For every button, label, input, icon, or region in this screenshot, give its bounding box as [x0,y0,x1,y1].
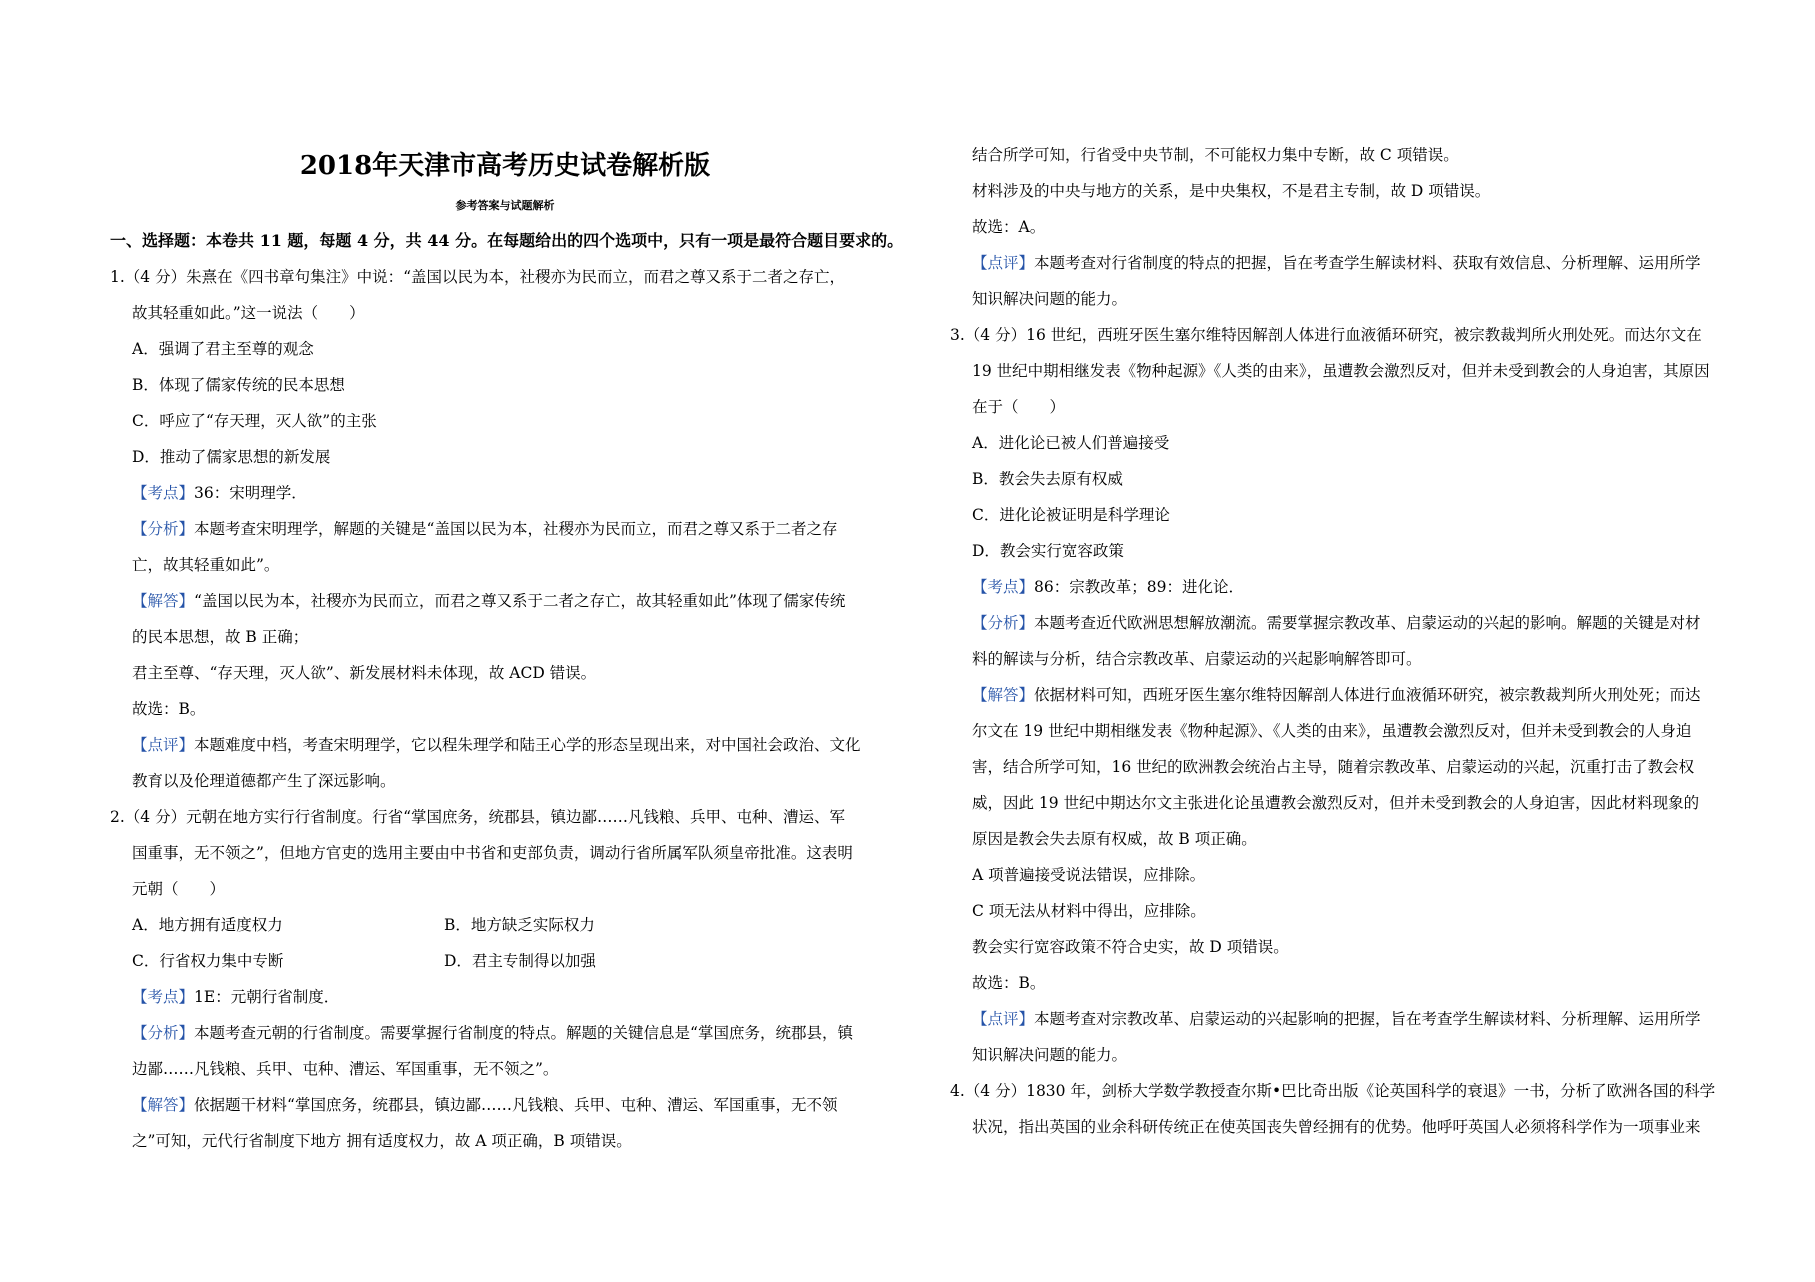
q4-stem-line-2: 状况，指出英国的业余科研传统正在使英国丧失曾经拥有的优势。他呼吁英国人必须将科学作为一项事业来 [972,1118,1701,1136]
q1-jieda-cont-2: 君主至尊、“存天理，灭人欲”、新发展材料未体现，故 ACD 错误。 [132,664,597,682]
q1-dianping-cont: 教育以及伦理道德都产生了深远影响。 [132,772,396,790]
q2-dianping-text-1: 本题考查对行省制度的特点的把握，旨在考查学生解读材料、获取有效信息、分析理解、运用所学 [1034,254,1701,272]
q3-kaodian [950,577,1244,597]
q1-option-c: C．呼应了“存天理，灭人欲”的主张 [132,412,377,430]
q2-kaodian [110,987,339,1007]
q2-kaodian-text: 1E：元朝行省制度． [194,988,340,1006]
q3-stem-line-2: 19 世纪中期相继发表《物种起源》《人类的由来》，虽遭教会激烈反对，但并未受到教会的人身迫害，其原因 [972,362,1710,380]
fenxi-tag: 【分析】 [132,520,195,538]
q2-dianping-cont: 知识解决问题的能力。 [972,290,1128,308]
q3-jieda-cont-7: 教会实行宽容政策不符合史实，故 D 项错误。 [972,938,1289,956]
q3-fenxi-cont: 料的解读与分析，结合宗教改革、启蒙运动的兴起影响解答即可。 [972,650,1422,668]
q1-jieda [110,591,845,611]
q4-stem-line-1: 4.（4 分）1830 年，剑桥大学数学教授查尔斯•巴比奇出版《论英国科学的衰退》一书，分析了欧洲各国的科学 [950,1082,1716,1100]
q1-option-a: A．强调了君主至尊的观念 [132,340,314,358]
q2-jieda-text-1: 依据题干材料“掌国庶务，统郡县，镇边鄙……凡钱粮、兵甲、屯种、漕运、军国重事，无不领 [194,1096,838,1114]
q3-jieda-text-1: 依据材料可知，西班牙医生塞尔维特因解剖人体进行血液循环研究，被宗教裁判所火刑处死；而达 [1034,686,1701,704]
q3-jieda [950,685,1701,705]
q3-kaodian-text: 86：宗教改革；89：进化论． [1034,578,1244,596]
q2-stem-line-2: 国重事，无不领之”，但地方官吏的选用主要由中书省和吏部负责，调动行省所属军队须皇帝批准。这表明 [132,844,853,862]
kaodian-tag: 【考点】 [972,578,1035,596]
jieda-tag: 【解答】 [972,686,1035,704]
q3-jieda-cont-2: 害，结合所学可知，16 世纪的欧洲教会统治占主导，随着宗教改革、启蒙运动的兴起，沉重打击了教会权 [972,758,1695,776]
page-subtitle: 参考答案与试题解析 [455,199,555,212]
q2-option-b: B．地方缺乏实际权力 [444,916,595,934]
q3-fenxi-text-1: 本题考查近代欧洲思想解放潮流。需要掌握宗教改革、启蒙运动的兴起的影响。解题的关键是对材 [1034,614,1701,632]
page-title: 2018年天津市高考历史试卷解析版 [299,151,711,181]
q3-option-d: D．教会实行宽容政策 [972,542,1124,560]
q3-jieda-cont-1: 尔文在 19 世纪中期相继发表《物种起源》、《人类的由来》，虽遭教会激烈反对，但并未受到教会的人身迫 [972,722,1692,740]
q3-option-c: C．进化论被证明是科学理论 [972,506,1170,524]
q2-stem-line-1: 2.（4 分）元朝在地方实行行省制度。行省“掌国庶务，统郡县，镇边鄙……凡钱粮、兵甲、屯种、漕运、军 [110,808,846,826]
q3-dianping [950,1009,1701,1029]
q2-fenxi-text-1: 本题考查元朝的行省制度。需要掌握行省制度的特点。解题的关键信息是“掌国庶务，统郡县，镇 [194,1024,853,1042]
fenxi-tag: 【分析】 [972,614,1035,632]
q3-jieda-cont-3: 威，因此 19 世纪中期达尔文主张进化论虽遭教会激烈反对，但并未受到教会的人身迫害，因此材料现象的 [972,794,1700,812]
q3-jieda-cont-5: A 项普遍接受说法错误，应排除。 [972,866,1206,884]
q1-kaodian [110,483,307,503]
q2-jieda [110,1095,837,1115]
q2-dianping [950,253,1701,273]
q1-stem-line-1: 1.（4 分）朱熹在《四书章句集注》中说：“盖国以民为本，社稷亦为民而立，而君之尊又系于二者之存亡， [110,268,846,286]
q3-jieda-cont-6: C 项无法从材料中得出，应排除。 [972,902,1206,920]
dianping-tag: 【点评】 [972,254,1035,272]
q3-stem-line-1: 3.（4 分）16 世纪，西班牙医生塞尔维特因解剖人体进行血液循环研究，被宗教裁判所火刑处死。而达尔文在 [950,326,1702,344]
q2-stem-line-3: 元朝（ ） [132,880,226,898]
q3-option-b: B．教会失去原有权威 [972,470,1123,488]
q2-option-c: C．行省权力集中专断 [132,952,284,970]
q3-jieda-cont-4: 原因是教会失去原有权威，故 B 项正确。 [972,830,1257,848]
kaodian-tag: 【考点】 [132,988,195,1006]
q3-answer: 故选：B。 [972,974,1046,992]
q2-fenxi [110,1023,853,1043]
q1-answer: 故选：B。 [132,700,206,718]
q2-options-row-2 [110,951,596,971]
kaodian-tag: 【考点】 [132,484,195,502]
q1-kaodian-text: 36：宋明理学． [194,484,307,502]
jieda-tag: 【解答】 [132,592,195,610]
fenxi-tag: 【分析】 [132,1024,195,1042]
q3-fenxi [950,613,1701,633]
q2-options-row-1 [110,915,595,935]
q1-dianping-text-1: 本题难度中档，考查宋明理学，它以程朱理学和陆王心学的形态呈现出来，对中国社会政治、文化 [194,736,861,754]
q2-fenxi-cont: 边鄙……凡钱粮、兵甲、屯种、漕运、军国重事，无不领之”。 [132,1060,559,1078]
dianping-tag: 【点评】 [132,736,195,754]
q3-dianping-cont: 知识解决问题的能力。 [972,1046,1128,1064]
section-heading: 一、选择题：本卷共 11 题，每题 4 分，共 44 分。在每题给出的四个选项中，只有一项是最符合题目要求的。 [110,231,904,250]
q2-option-a: A．地方拥有适度权力 [132,916,283,934]
q2-answer: 故选：A。 [972,218,1046,236]
q1-jieda-text-1: “盖国以民为本，社稷亦为民而立，而君之尊又系于二者之存亡，故其轻重如此”体现了儒家传统 [194,592,846,610]
q1-fenxi-text-1: 本题考查宋明理学，解题的关键是“盖国以民为本，社稷亦为民而立，而君之尊又系于二者之存 [194,520,838,538]
q1-stem-line-2: 故其轻重如此。”这一说法（ ） [132,304,365,322]
q2-jieda-cont-2: 结合所学可知，行省受中央节制，不可能权力集中专断，故 C 项错误。 [972,146,1459,164]
q3-dianping-text-1: 本题考查对宗教改革、启蒙运动的兴起影响的把握，旨在考查学生解读材料、分析理解、运用所学 [1034,1010,1701,1028]
q3-stem-line-3: 在于（ ） [972,398,1066,416]
q2-option-d: D．君主专制得以加强 [444,952,596,970]
q1-fenxi [110,519,837,539]
dianping-tag: 【点评】 [972,1010,1035,1028]
q1-option-b: B．体现了儒家传统的民本思想 [132,376,345,394]
q1-fenxi-cont: 亡，故其轻重如此”。 [132,556,280,574]
q1-dianping [110,735,861,755]
q3-option-a: A．进化论已被人们普遍接受 [972,434,1170,452]
q1-option-d: D．推动了儒家思想的新发展 [132,448,331,466]
q1-jieda-cont-1: 的民本思想，故 B 正确； [132,628,309,646]
q2-jieda-cont-1: 之”可知，元代行省制度下地方 拥有适度权力，故 A 项正确，B 项错误。 [132,1132,632,1150]
q2-jieda-cont-3: 材料涉及的中央与地方的关系，是中央集权，不是君主专制，故 D 项错误。 [972,182,1491,200]
jieda-tag: 【解答】 [132,1096,195,1114]
